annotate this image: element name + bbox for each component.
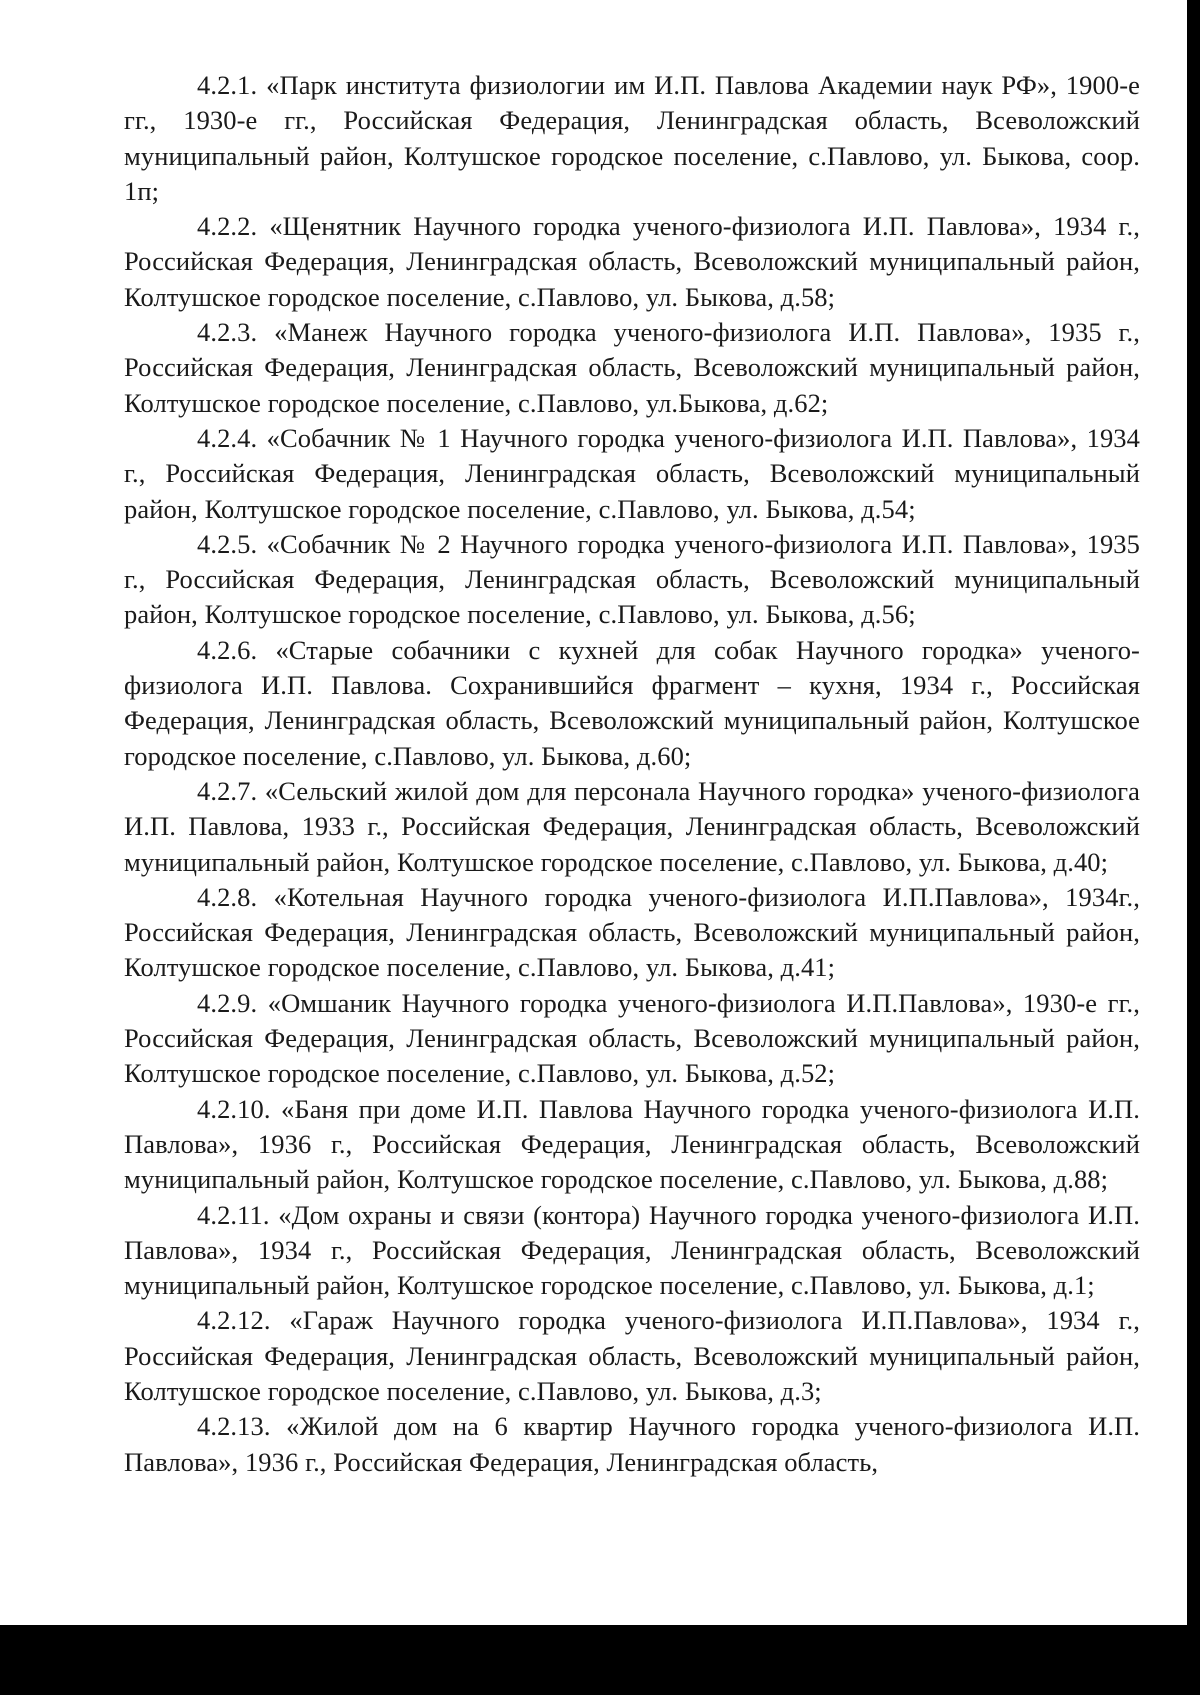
paragraph-4-2-6: 4.2.6. «Старые собачники с кухней для собак Научного городка» ученого-физиолога И.П. Павлова. Сохранившийся фрагмент – кухня, 1934 г., Российская Федерация, Ленинградская область, Всеволожский муниципальный район, Колтушское городское поселение, с.Павлово, ул. Быкова, д.60;: [124, 634, 1140, 771]
paragraph-4-2-7: 4.2.7. «Сельский жилой дом для персонала Научного городка» ученого-физиолога И.П. Павлова, 1933 г., Российская Федерация, Ленинградская область, Всеволожский муниципальный район, Колтушское городское поселение, с.Павлово, ул. Быкова, д.40;: [124, 775, 1140, 877]
paragraph-4-2-8: 4.2.8. «Котельная Научного городка ученого-физиолога И.П.Павлова», 1934г., Российская Федерация, Ленинградская область, Всеволожский муниципальный район, Колтушское городское поселение, с.Павлово, ул. Быкова, д.41;: [124, 881, 1140, 983]
paragraph-4-2-3: 4.2.3. «Манеж Научного городка ученого-физиолога И.П. Павлова», 1935 г., Российская Федерация, Ленинградская область, Всеволожский муниципальный район, Колтушское городское поселение, с.Павлово, ул.Быкова, д.62;: [124, 317, 1140, 418]
paragraph-4-2-5: 4.2.5. «Собачник № 2 Научного городка ученого-физиолога И.П. Павлова», 1935 г., Российская Федерация, Ленинградская область, Всеволожский муниципальный район, Колтушское городское поселение, с.Павлово, ул. Быкова, д.56;: [124, 528, 1140, 630]
document-body: [124, 68, 1140, 1480]
paragraph-4-2-2: 4.2.2. «Щенятник Научного городка ученого-физиолога И.П. Павлова», 1934 г., Российская Федерация, Ленинградская область, Всеволожский муниципальный район, Колтушское городское поселение, с.Павлово, ул. Быкова, д.58;: [124, 211, 1140, 312]
scan-edge-right: [1187, 0, 1200, 1695]
paragraph-4-2-9: 4.2.9. «Омшаник Научного городка ученого-физиолога И.П.Павлова», 1930-е гг., Российская Федерация, Ленинградская область, Всеволожский муниципальный район, Колтушское городское поселение, с.Павлово, ул. Быкова, д.52;: [124, 987, 1140, 1089]
scan-edge-bottom: [0, 1625, 1200, 1695]
paragraph-4-2-11: 4.2.11. «Дом охраны и связи (контора) Научного городка ученого-физиолога И.П. Павлова», 1934 г., Российская Федерация, Ленинградская область, Всеволожский муниципальный район, Колтушское городское поселение, с.Павлово, ул. Быкова, д.1;: [124, 1199, 1140, 1301]
paragraph-4-2-1: 4.2.1. «Парк института физиологии им И.П. Павлова Академии наук РФ», 1900-е гг., 1930-е гг., Российская Федерация, Ленинградская область, Всеволожский муниципальный район, Колтушское городское поселение, с.Павлово, ул. Быкова, соор. 1п;: [124, 70, 1140, 206]
paragraph-4-2-13: 4.2.13. «Жилой дом на 6 квартир Научного городка ученого-физиолога И.П. Павлова», 1936 г., Российская Федерация, Ленинградская область,: [124, 1411, 1140, 1477]
paragraph-4-2-10: 4.2.10. «Баня при доме И.П. Павлова Научного городка ученого-физиолога И.П. Павлова», 1936 г., Российская Федерация, Ленинградская область, Всеволожский муниципальный район, Колтушское городское поселение, с.Павлово, ул. Быкова, д.88;: [124, 1093, 1140, 1195]
paragraph-4-2-12: 4.2.12. «Гараж Научного городка ученого-физиолога И.П.Павлова», 1934 г., Российская Федерация, Ленинградская область, Всеволожский муниципальный район, Колтушское городское поселение, с.Павлово, ул. Быкова, д.3;: [124, 1305, 1140, 1406]
paragraph-4-2-4: 4.2.4. «Собачник № 1 Научного городка ученого-физиолога И.П. Павлова», 1934 г., Российская Федерация, Ленинградская область, Всеволожский муниципальный район, Колтушское городское поселение, с.Павлово, ул. Быкова, д.54;: [124, 422, 1140, 524]
